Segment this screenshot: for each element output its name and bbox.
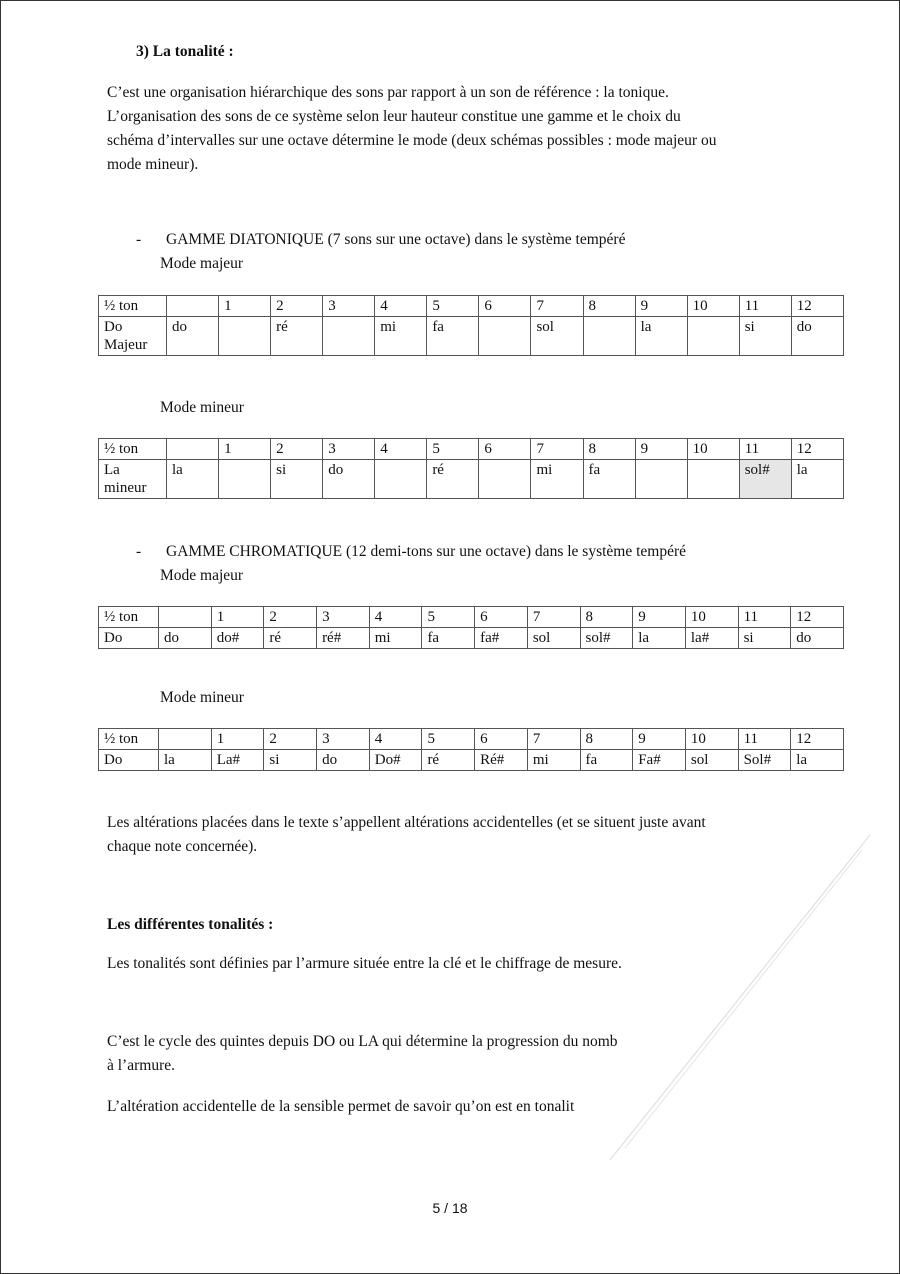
table-cell: 7 <box>531 439 583 460</box>
table-cell: 4 <box>369 729 422 750</box>
table-cell: 6 <box>479 439 531 460</box>
alterations-line: chaque note concernée). <box>107 838 258 855</box>
table-cell: 8 <box>580 729 633 750</box>
table-cell <box>687 460 739 499</box>
table-cell: Ré# <box>475 750 528 771</box>
table-cell: 10 <box>687 296 739 317</box>
table-cell: 5 <box>427 439 479 460</box>
diatonic-major-table <box>98 295 844 356</box>
table-cell: 1 <box>211 729 264 750</box>
chromatic-minor-label: Mode mineur <box>160 689 244 706</box>
table-cell: la <box>791 750 844 771</box>
table-header-row <box>99 729 844 750</box>
table-cell: sol <box>531 317 583 356</box>
table-cell: ½ ton <box>99 607 159 628</box>
table-cell: mi <box>369 628 422 649</box>
table-cell <box>159 607 212 628</box>
table-cell: do <box>317 750 370 771</box>
table-cell: 1 <box>211 607 264 628</box>
table-cell <box>159 729 212 750</box>
table-cell: ½ ton <box>99 439 167 460</box>
table-cell: fa <box>580 750 633 771</box>
table-cell: do <box>791 317 843 356</box>
intro-paragraph <box>107 81 837 177</box>
table-cell: 8 <box>583 439 635 460</box>
table-cell: si <box>738 628 791 649</box>
table-cell: ré <box>271 317 323 356</box>
table-cell: 1 <box>219 296 271 317</box>
table-cell <box>167 439 219 460</box>
table-cell <box>323 317 375 356</box>
row-label: Do <box>104 319 123 335</box>
table-cell: la <box>167 460 219 499</box>
table-cell: 10 <box>685 607 738 628</box>
table-cell: si <box>739 317 791 356</box>
table-cell: mi <box>527 750 580 771</box>
table-cell <box>167 296 219 317</box>
table-cell: 11 <box>738 729 791 750</box>
table-cell: 2 <box>271 296 323 317</box>
table-cell: fa <box>427 317 479 356</box>
table-cell: 5 <box>422 729 475 750</box>
table-cell: 6 <box>479 296 531 317</box>
tonalities-text: Les tonalités sont définies par l’armure située entre la clé et le chiffrage de mesure. <box>107 955 622 972</box>
table-header-row <box>99 296 844 317</box>
table-cell <box>219 460 271 499</box>
table-cell: fa <box>583 460 635 499</box>
table-cell <box>479 317 531 356</box>
table-cell: ré <box>427 460 479 499</box>
table-cell <box>479 460 531 499</box>
table-cell: ré <box>264 628 317 649</box>
table-cell: la# <box>685 628 738 649</box>
table-cell: ré <box>422 750 475 771</box>
table-cell: do# <box>211 628 264 649</box>
table-cell: la <box>635 317 687 356</box>
table-cell: 3 <box>317 607 370 628</box>
table-cell: 6 <box>475 607 528 628</box>
table-cell: 8 <box>580 607 633 628</box>
diatonic-major-label: Mode majeur <box>160 255 244 272</box>
table-cell: do <box>167 317 219 356</box>
table-cell: Do# <box>369 750 422 771</box>
table-cell: 4 <box>375 439 427 460</box>
diatonic-minor-label: Mode mineur <box>160 399 244 416</box>
table-cell: do <box>159 628 212 649</box>
table-cell: sol <box>527 628 580 649</box>
table-cell: la <box>633 628 686 649</box>
table-cell: 4 <box>369 607 422 628</box>
table-cell: 11 <box>739 296 791 317</box>
intro-line: C’est une organisation hiérarchique des sons par rapport à un son de référence : la tonique. <box>107 84 669 101</box>
bullet-dash: - <box>136 231 142 248</box>
table-cell <box>583 317 635 356</box>
chromatic-title <box>136 543 686 561</box>
table-cell: sol# <box>580 628 633 649</box>
cycle-line: C’est le cycle des quintes depuis DO ou LA qui détermine la progression du nomb <box>107 1033 618 1050</box>
table-cell: 9 <box>635 296 687 317</box>
table-cell: 12 <box>791 729 844 750</box>
table-cell: 1 <box>219 439 271 460</box>
tonalities-heading: Les différentes tonalités : <box>107 916 274 933</box>
table-cell: mi <box>375 317 427 356</box>
chromatic-major-table <box>98 606 844 649</box>
table-cell-highlight: sol# <box>739 460 791 499</box>
table-cell: Do <box>99 750 159 771</box>
table-cell: ré# <box>317 628 370 649</box>
intro-line: L’organisation des sons de ce système selon leur hauteur constitue une gamme et le choix du <box>107 108 681 125</box>
table-cell: 12 <box>791 607 844 628</box>
table-cell: 9 <box>635 439 687 460</box>
table-cell: 2 <box>264 607 317 628</box>
table-header-row <box>99 607 844 628</box>
table-cell: 4 <box>375 296 427 317</box>
section-heading: 3) La tonalité : <box>136 43 234 60</box>
table-cell: 3 <box>323 296 375 317</box>
table-cell <box>219 317 271 356</box>
table-cell: mi <box>531 460 583 499</box>
table-cell: 2 <box>264 729 317 750</box>
table-cell: 8 <box>583 296 635 317</box>
table-cell: 7 <box>531 296 583 317</box>
chromatic-minor-table <box>98 728 844 771</box>
table-cell: 11 <box>738 607 791 628</box>
row-label: Majeur <box>104 337 148 353</box>
chromatic-major-label: Mode majeur <box>160 567 244 584</box>
table-cell <box>375 460 427 499</box>
diatonic-title-text: GAMME DIATONIQUE (7 sons sur une octave) dans le système tempéré <box>166 231 626 248</box>
page-number: 5 / 18 <box>432 1200 468 1216</box>
table-cell: 3 <box>323 439 375 460</box>
table-cell: ½ ton <box>99 296 167 317</box>
table-cell: 3 <box>317 729 370 750</box>
diatonic-minor-table <box>98 438 844 499</box>
intro-line: schéma d’intervalles sur une octave détermine le mode (deux schémas possibles : mode majeur ou <box>107 132 717 149</box>
table-cell: do <box>791 628 844 649</box>
table-cell: sol <box>685 750 738 771</box>
table-cell: 12 <box>791 296 843 317</box>
table-cell: Do <box>99 628 159 649</box>
table-cell: la <box>791 460 843 499</box>
table-cell: 9 <box>633 729 686 750</box>
sensible-text: L’altération accidentelle de la sensible permet de savoir qu’on est en tonalit <box>107 1098 575 1115</box>
table-cell: 12 <box>791 439 843 460</box>
table-cell: Sol# <box>738 750 791 771</box>
table-row <box>99 750 844 771</box>
row-label: mineur <box>104 480 147 496</box>
row-label: La <box>104 462 120 478</box>
table-cell: 2 <box>271 439 323 460</box>
table-cell: 10 <box>687 439 739 460</box>
diatonic-title <box>136 231 625 249</box>
table-cell: La# <box>211 750 264 771</box>
page-curl-line-decoration <box>600 830 880 1170</box>
table-header-row <box>99 439 844 460</box>
table-cell: ½ ton <box>99 729 159 750</box>
table-row <box>99 628 844 649</box>
table-cell: 6 <box>475 729 528 750</box>
chromatic-title-text: GAMME CHROMATIQUE (12 demi-tons sur une octave) dans le système tempéré <box>166 543 687 560</box>
table-cell: 5 <box>422 607 475 628</box>
table-cell: fa# <box>475 628 528 649</box>
cycle-line: à l’armure. <box>107 1057 175 1074</box>
table-cell: fa <box>422 628 475 649</box>
table-cell <box>687 317 739 356</box>
row-label-cell <box>99 317 167 356</box>
table-cell: la <box>159 750 212 771</box>
bullet-dash: - <box>136 543 142 560</box>
table-cell: 11 <box>739 439 791 460</box>
table-cell: 7 <box>527 729 580 750</box>
table-cell: si <box>271 460 323 499</box>
table-cell: 10 <box>685 729 738 750</box>
alterations-line: Les altérations placées dans le texte s’appellent altérations accidentelles (et se situent juste avant <box>107 814 706 831</box>
table-cell <box>635 460 687 499</box>
table-cell: si <box>264 750 317 771</box>
table-cell: 9 <box>633 607 686 628</box>
table-cell: do <box>323 460 375 499</box>
table-cell: Fa# <box>633 750 686 771</box>
table-cell: 5 <box>427 296 479 317</box>
row-label-cell <box>99 460 167 499</box>
table-row <box>99 460 844 499</box>
table-cell: 7 <box>527 607 580 628</box>
table-row <box>99 317 844 356</box>
intro-line: mode mineur). <box>107 156 199 173</box>
